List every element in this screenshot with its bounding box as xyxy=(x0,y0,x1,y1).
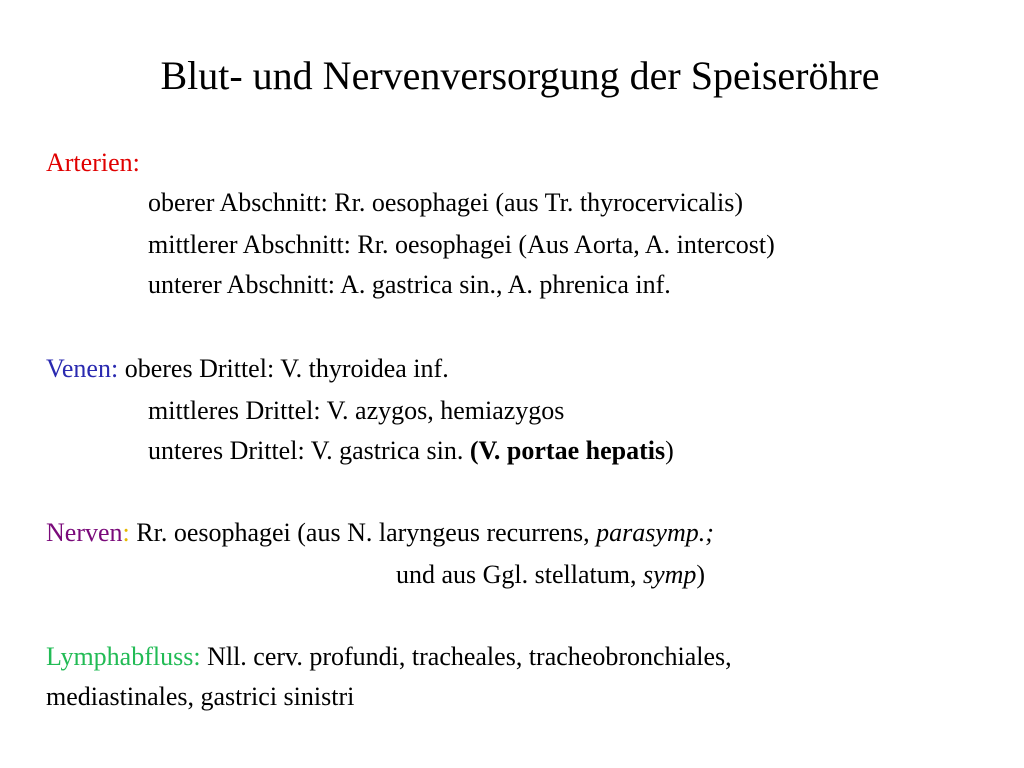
lymph-line-1 xyxy=(46,640,732,674)
lymph-line-2: mediastinales, gastrici sinistri xyxy=(46,682,355,711)
nerven-parasymp: parasymp.; xyxy=(596,518,714,547)
nerven-line-2-text: und aus Ggl. stellatum, xyxy=(396,560,643,589)
venen-line-3 xyxy=(148,434,674,468)
nerven-line-1 xyxy=(46,516,714,550)
nerven-line-1-text: Rr. oesophagei (aus N. laryngeus recurrens, xyxy=(129,518,597,547)
lymph-colon: : xyxy=(193,642,201,671)
nerven-symp: symp xyxy=(642,560,697,589)
venen-line-1 xyxy=(46,352,449,386)
venen-portae-bold: (V. portae hepatis xyxy=(469,436,666,465)
arterien-label: Arterien xyxy=(46,148,133,177)
venen-line-1-text: oberes Drittel: V. thyroidea inf. xyxy=(118,354,449,383)
venen-line-2: mittleres Drittel: V. azygos, hemiazygos xyxy=(148,396,565,425)
arterien-colon: : xyxy=(132,148,140,177)
arterien-heading xyxy=(46,146,140,180)
arterien-line-1: oberer Abschnitt: Rr. oesophagei (aus Tr. thyrocervicalis) xyxy=(148,188,744,217)
lymph-line-1-text: Nll. cerv. profundi, tracheales, tracheobronchiales, xyxy=(200,642,732,671)
nerven-line-2-close: ) xyxy=(696,560,706,589)
venen-colon: : xyxy=(110,354,119,383)
lymph-label: Lymphabfluss xyxy=(46,642,194,671)
slide-title: Blut- und Nervenversorgung der Speiseröhre xyxy=(160,53,880,98)
nerven-label: Nerven xyxy=(46,518,123,547)
venen-line-3-close: ) xyxy=(665,436,674,465)
venen-label: Venen xyxy=(46,354,111,383)
venen-line-3-text: unteres Drittel: V. gastrica sin. xyxy=(148,436,470,465)
nerven-line-2 xyxy=(396,558,705,592)
arterien-line-2: mittlerer Abschnitt: Rr. oesophagei (Aus Aorta, A. intercost) xyxy=(148,230,775,259)
nerven-colon: : xyxy=(122,518,130,547)
arterien-line-3: unterer Abschnitt: A. gastrica sin., A. phrenica inf. xyxy=(148,270,671,299)
